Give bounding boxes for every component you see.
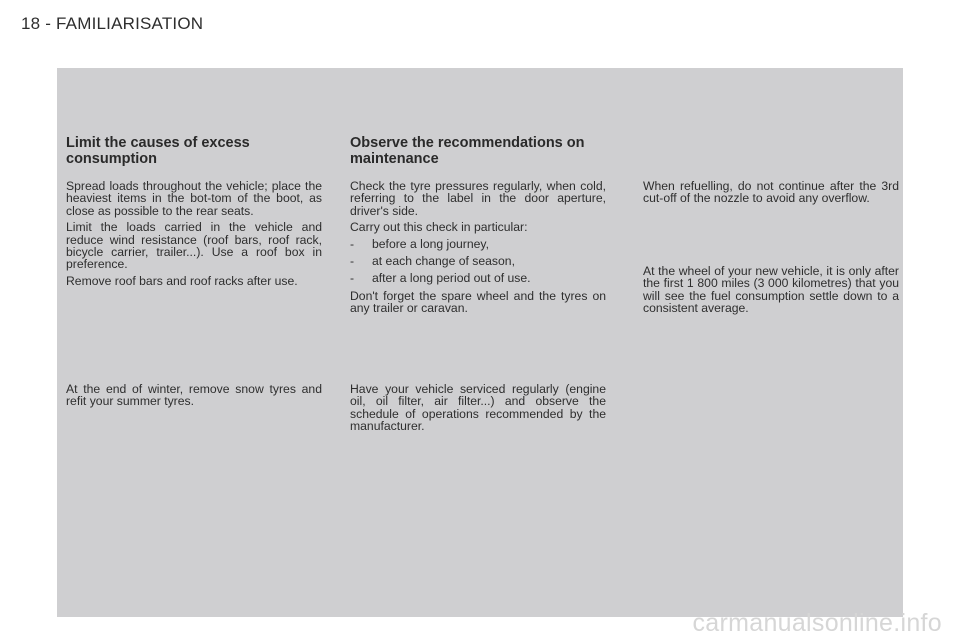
heading-maintenance: Observe the recommendations on maintenance xyxy=(350,135,585,167)
paragraph-winter-tyres: At the end of winter, remove snow tyres and refit your summer tyres. xyxy=(66,382,322,409)
paragraph-remove-roof-bars: Remove roof bars and roof racks after use. xyxy=(66,273,298,288)
winter-tyres-text-block xyxy=(66,383,322,408)
maintenance-text-block xyxy=(350,180,606,315)
consumption-text-block xyxy=(66,180,322,287)
paragraph-limit-loads: Limit the loads carried in the vehicle and reduce wind resistance (roof bars, roof rack, bicycle carrier, trailer...). Use a roof box in preference. xyxy=(66,220,322,272)
bullet-text: at each change of season, xyxy=(372,254,515,269)
watermark-text: carmanualsonline.info xyxy=(692,609,942,637)
paragraph-spare-wheel: Don't forget the spare wheel and the tyres on any trailer or caravan. xyxy=(350,288,606,316)
refuelling-text-block xyxy=(643,180,899,205)
page-title: 18 - FAMILIARISATION xyxy=(21,14,204,33)
heading-consumption: Limit the causes of excess consumption xyxy=(66,135,250,167)
paragraph-spread-loads: Spread loads throughout the vehicle; place the heaviest items in the bot-tom of the boot, as close as possible to the rear seats. xyxy=(66,179,322,218)
paragraph-servicing: Have your vehicle serviced regularly (engine oil, oil filter, air filter...) and observe the schedule of operations recommended by the manufacturer. xyxy=(350,382,606,434)
bullet-marker: - xyxy=(350,271,355,286)
paragraph-refuelling: When refuelling, do not continue after the 3rd cut-off of the nozzle to avoid any overflow. xyxy=(643,179,899,206)
paragraph-tyre-pressures: Check the tyre pressures regularly, when cold, referring to the label in the door aperture, driver's side. xyxy=(350,179,606,218)
bullet-marker: - xyxy=(350,236,355,251)
list-item xyxy=(350,238,606,250)
new-vehicle-text-block xyxy=(643,265,899,315)
content-panel xyxy=(57,68,903,617)
bullet-text: after a long period out of use. xyxy=(372,271,531,286)
bullet-text: before a long journey, xyxy=(372,236,489,251)
paragraph-new-vehicle: At the wheel of your new vehicle, it is only after the first 1 800 miles (3 000 kilometres) that you will see the fuel consumption settle down to a consistent average. xyxy=(643,264,899,316)
list-item xyxy=(350,272,606,284)
bullet-marker: - xyxy=(350,254,355,269)
servicing-text-block xyxy=(350,383,606,433)
paragraph-check-intro: Carry out this check in particular: xyxy=(350,220,528,235)
list-item xyxy=(350,255,606,267)
